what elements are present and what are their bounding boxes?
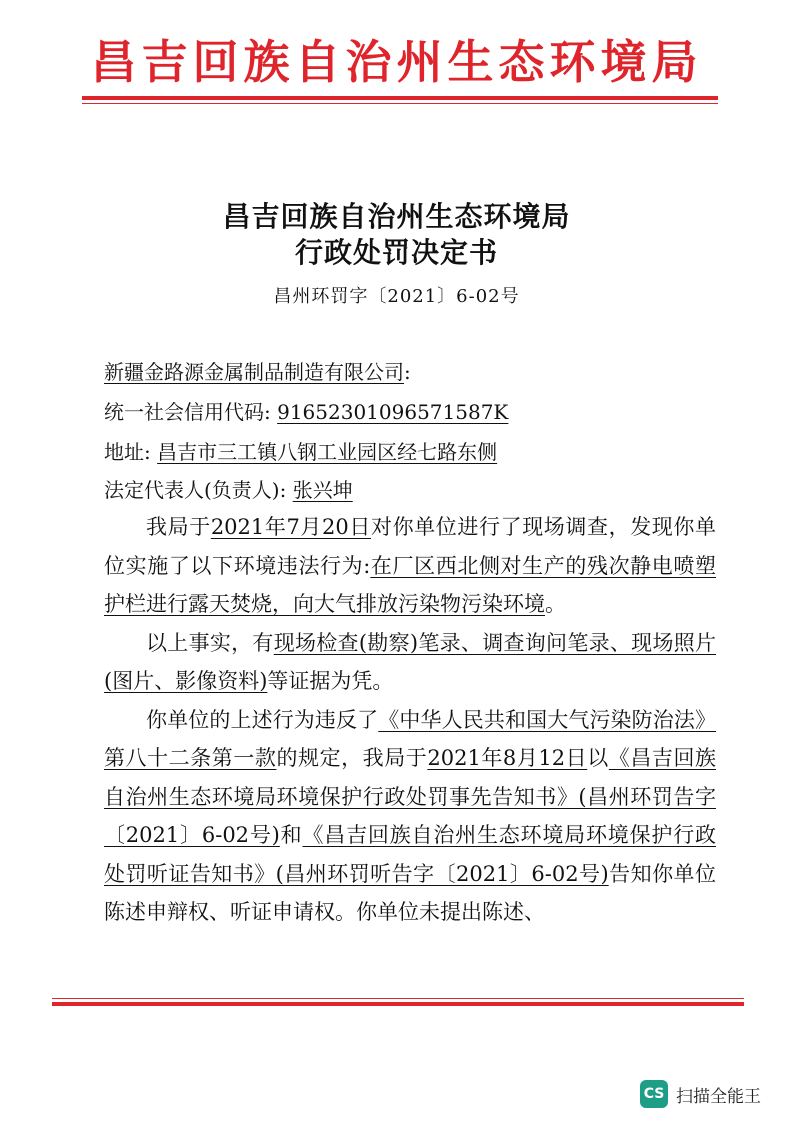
camscanner-logo-icon: CS	[640, 1080, 668, 1108]
para2-text: 以上事实，有	[146, 630, 274, 655]
recipient-company: 新疆金路源金属制品制造有限公司	[104, 360, 404, 384]
prior-notice-reference: 《昌吉回族自治州生态环境局环境保护行政处罚事先告知书》(昌州环罚告字〔2021〕6-02号)	[104, 746, 717, 847]
paragraph-legal-basis	[104, 701, 716, 932]
camscanner-watermark: 扫描全能王	[676, 1087, 761, 1107]
address-line	[104, 436, 497, 465]
hearing-notice-reference: 《昌吉回族自治州生态环境局环境保护行政处罚听证告知书》(昌州环罚听告字〔2021〕6-02号)	[104, 823, 717, 886]
paragraph-investigation	[104, 508, 716, 624]
masthead-divider-thick	[82, 96, 718, 100]
footer-divider-thin	[52, 998, 744, 999]
para2-text: 等证据为凭。	[267, 669, 394, 693]
masthead-title: 昌吉回族自治州生态环境局	[90, 35, 703, 89]
footer-divider-thick	[52, 1002, 744, 1006]
legal-rep-label: 法定代表人(负责人):	[104, 478, 287, 502]
document-title-line1: 昌吉回族自治州生态环境局	[222, 200, 571, 233]
legal-rep-name: 张兴坤	[292, 478, 353, 502]
credit-code-line	[104, 396, 508, 425]
para1-text: 对你单位进行了现场调查，发现你单位实施了以下环境违法行为:	[104, 515, 717, 578]
para3-text: 的规定，我局于	[276, 746, 428, 770]
para1-text: 。	[545, 592, 566, 616]
para3-text: 告知你单位陈述申辩权、听证申请权。你单位未提出陈述、	[104, 861, 716, 924]
credit-code-value: 91652301096571587K	[277, 400, 509, 424]
masthead-divider-thin	[82, 103, 718, 104]
credit-code-label: 统一社会信用代码:	[104, 400, 271, 424]
investigation-date: 2021年7月20日	[210, 515, 371, 539]
notice-date: 2021年8月12日	[427, 746, 588, 770]
address-value: 昌吉市三工镇八钢工业园区经七路东侧	[157, 440, 498, 464]
violation-description: 在厂区西北侧对生产的残次静电喷塑护栏进行露天焚烧，向大气排放污染物污染环境	[104, 553, 716, 616]
violated-law: 《中华人民共和国大气污染防治法》第八十二条第一款	[104, 707, 717, 770]
recipient-company-line	[104, 356, 411, 385]
recipient-company-suffix: :	[404, 360, 411, 384]
para3-text: 你单位的上述行为违反了	[146, 707, 379, 732]
decision-body	[104, 508, 716, 932]
para1-text: 我局于	[146, 515, 211, 539]
legal-rep-line	[104, 474, 353, 503]
document-number: 昌州环罚字〔2021〕6-02号	[273, 286, 520, 307]
address-label: 地址:	[104, 440, 151, 464]
document-title-line2: 行政处罚决定书	[294, 236, 498, 269]
para3-text: 和	[279, 823, 303, 847]
paragraph-evidence	[104, 624, 716, 701]
evidence-list: 现场检查(勘察)笔录、调查询问笔录、现场照片(图片、影像资料)	[104, 630, 717, 693]
para3-text: 以	[587, 746, 609, 770]
